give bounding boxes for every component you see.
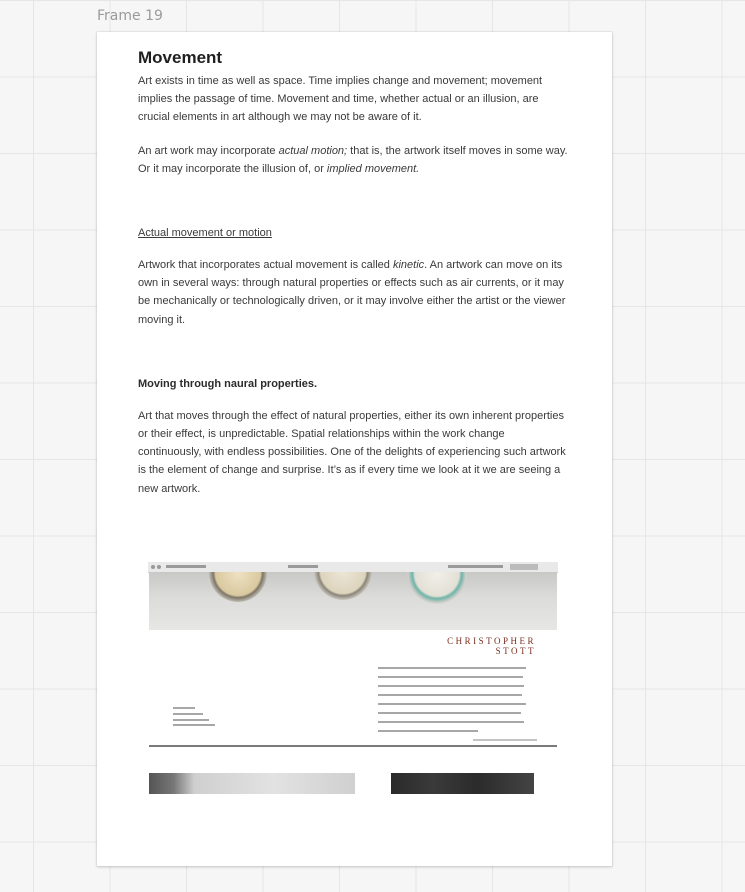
implied-movement-emphasis: implied movement. xyxy=(326,162,420,175)
motion-text-a: An art work may incorporate xyxy=(138,144,279,157)
kinetic-text-a: Artwork that incorporates actual movement is called xyxy=(138,259,393,272)
kinetic-paragraph xyxy=(138,256,570,329)
actual-motion-emphasis: actual motion; xyxy=(278,144,348,157)
gallery-thumbnail xyxy=(149,773,355,794)
kinetic-text-c: . An artwork can move on its own in several ways: through natural properties or effects such as air currents, or it may be mechanically or technologically driven, or it may involve either the artist or the viewer moving it. xyxy=(138,259,566,326)
alarm-clock-image xyxy=(407,572,467,604)
page-title: Movement xyxy=(138,48,223,67)
embedded-website-screenshot xyxy=(148,562,558,794)
motion-text-c: that is, the artwork itself moves in some way. Or it may incorporate the illusion of, or xyxy=(138,144,568,175)
frame-label[interactable]: Frame 19 xyxy=(97,8,163,24)
document-page[interactable] xyxy=(97,32,612,866)
brand-line-1: CHRISTOPHER xyxy=(447,636,536,646)
kinetic-emphasis: kinetic xyxy=(392,259,425,272)
brand-logo xyxy=(447,636,536,656)
alarm-clock-image xyxy=(209,572,267,602)
section-heading-actual-movement: Actual movement or motion xyxy=(138,227,272,240)
natural-properties-paragraph: Art that moves through the effect of natural properties, either its own inherent properties or their effect, is unpredictable. Spatial relationships within the work change continuously, with endless possibilities. One of the delights of experiencing such artwork is the element of change and surprise. It’s as if every time we look at it we are seeing a new artwork. xyxy=(138,409,566,495)
alarm-clocks-banner xyxy=(149,572,557,630)
motion-paragraph xyxy=(138,142,570,178)
gallery-thumbnail xyxy=(391,773,534,794)
brand-line-2: STOTT xyxy=(495,646,536,656)
section-divider xyxy=(149,745,557,747)
document-body xyxy=(138,48,570,498)
alarm-clock-image xyxy=(314,572,372,600)
intro-paragraph: Art exists in time as well as space. Time implies change and movement; movement implies the passage of time. Movement and time, whether actual or an illusion, are crucial elements in art although we may not be aware of it. xyxy=(138,75,543,124)
section-heading-natural-properties: Moving through naural properties. xyxy=(138,377,318,390)
